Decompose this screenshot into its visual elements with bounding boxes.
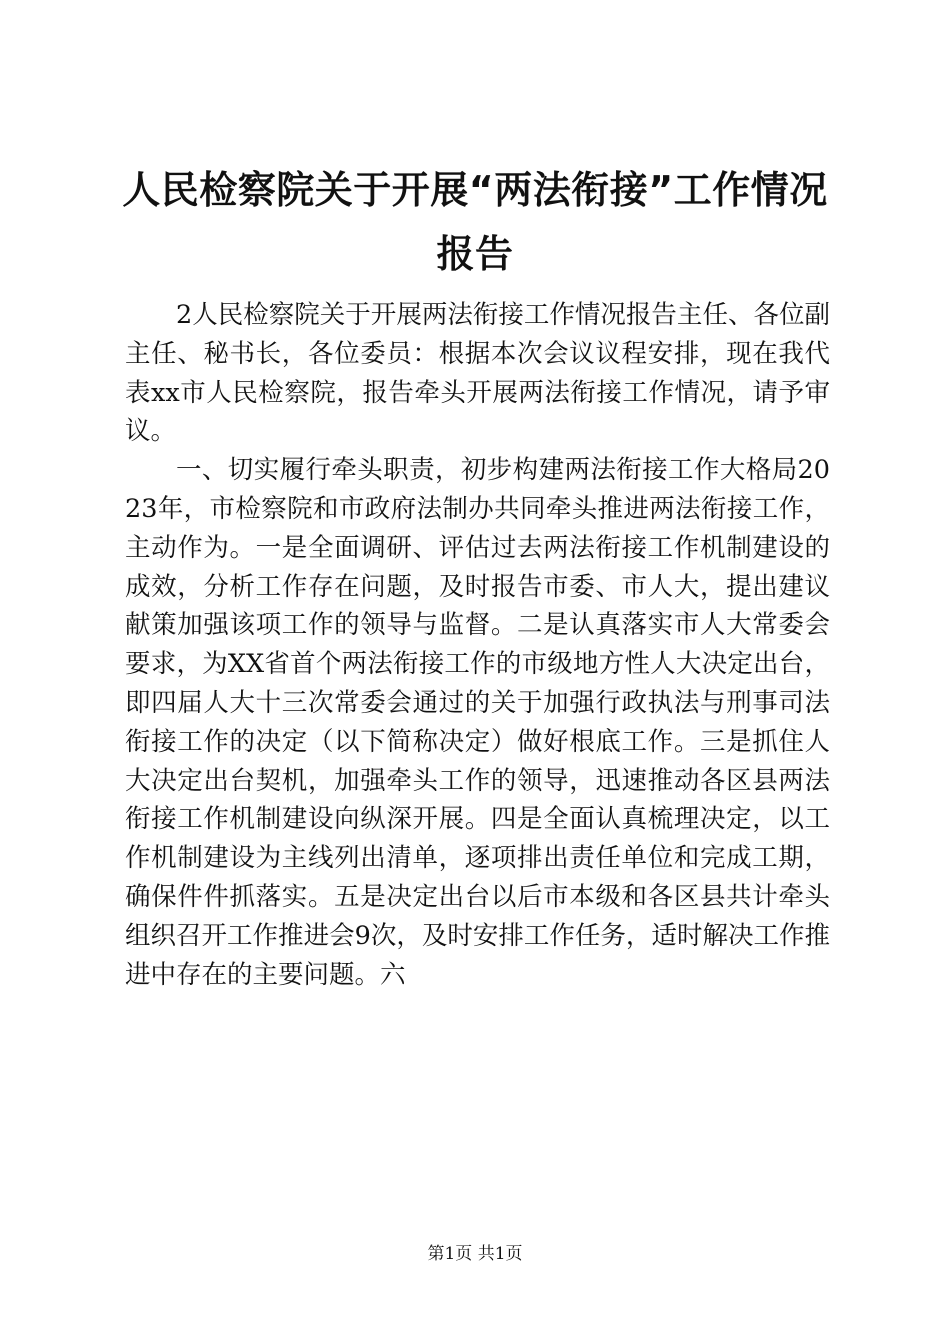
body-paragraph-2: 一、切实履行牵头职责，初步构建两法衔接工作大格局2023年，市检察院和市政府法制办共同牵头推进两法衔接工作，主动作为。一是全面调研、评估过去两法衔接工作机制建设的成效，分析工作存在问题，及时报告市委、市人大，提出建议献策加强该项工作的领导与监督。二是认真落实市人大常委会要求，为XX省首个两法衔接工作的市级地方性人大决定出台，即四届人大十三次常委会通过的关于加强行政执法与刑事司法衔接工作的决定（以下简称决定）做好根底工作。三是抓住人大决定出台契机，加强牵头工作的领导，迅速推动各区县两法衔接工作机制建设向纵深开展。四是全面认真梳理决定，以工作机制建设为主线列出清单，逐项排出责任单位和完成工期，确保件件抓落实。五是决定出台以后市本级和各区县共计牵头组织召开工作推进会9次，及时安排工作任务，适时解决工作推进中存在的主要问题。六 bbox=[125, 455, 830, 990]
document-body bbox=[125, 296, 830, 994]
page-footer: 第1页 共1页 bbox=[427, 1244, 523, 1264]
body-paragraph-1: 2人民检察院关于开展两法衔接工作情况报告主任、各位副主任、秘书长，各位委员：根据本次会议议程安排，现在我代表xx市人民检察院，报告牵头开展两法衔接工作情况，请予审议。 bbox=[125, 300, 830, 447]
document-title: 人民检察院关于开展“两法衔接”工作情况报告 bbox=[122, 168, 828, 276]
